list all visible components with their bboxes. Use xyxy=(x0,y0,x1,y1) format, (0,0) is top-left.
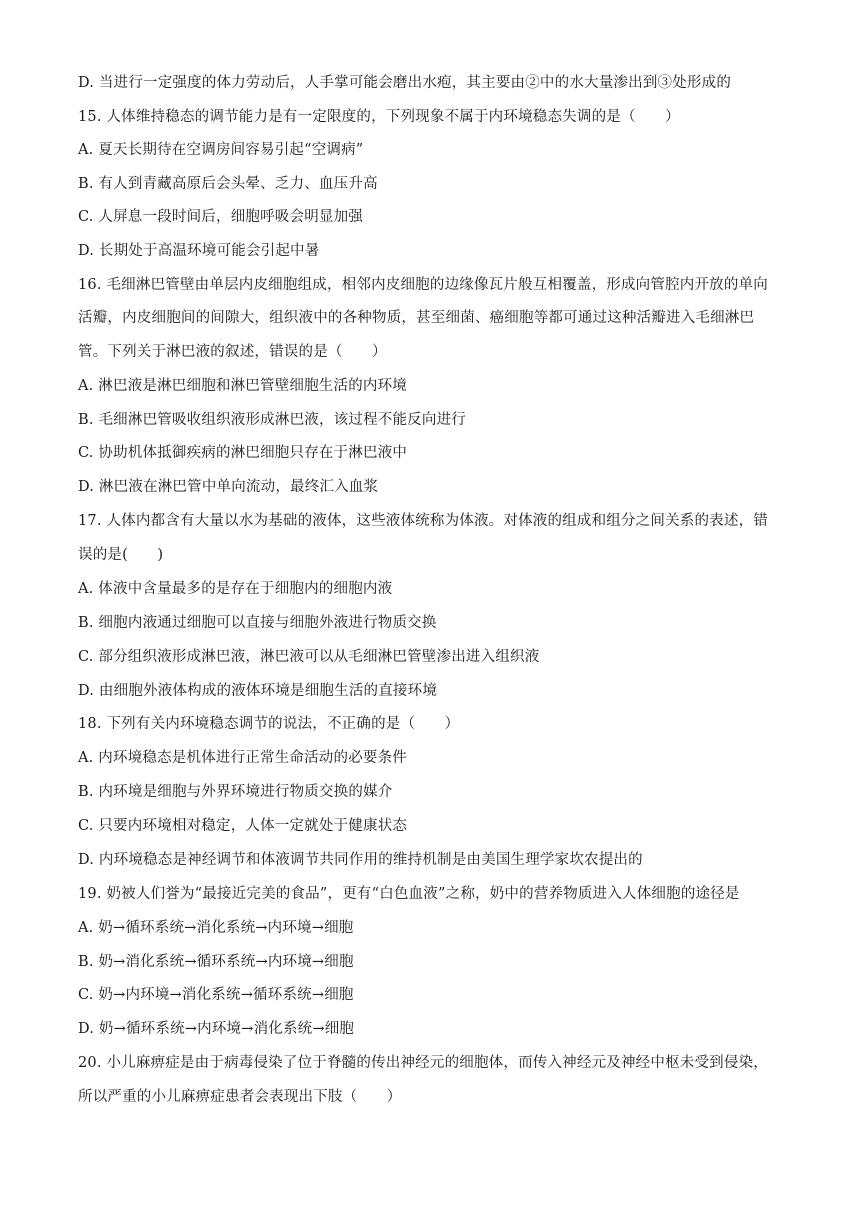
q18-option-c: C. 只要内环境相对稳定，人体一定就处于健康状态 xyxy=(78,818,408,834)
question-18-stem: 18. 下列有关内环境稳态调节的说法，不正确的是（ ） xyxy=(78,716,460,732)
q16-option-a: A. 淋巴液是淋巴细胞和淋巴管壁细胞生活的内环境 xyxy=(78,378,407,394)
q15-option-d: D. 长期处于高温环境可能会引起中暑 xyxy=(78,243,320,259)
question-15-stem: 15. 人体维持稳态的调节能力是有一定限度的，下列现象不属于内环境稳态失调的是（ ） xyxy=(78,109,680,125)
q19-option-c: C. 奶→内环境→消化系统→循环系统→细胞 xyxy=(78,987,354,1003)
q16-option-c: C. 协助机体抵御疾病的淋巴细胞只存在于淋巴液中 xyxy=(78,445,408,461)
q19-option-b: B. 奶→消化系统→循环系统→内环境→细胞 xyxy=(78,954,354,970)
q16-option-d: D. 淋巴液在淋巴管中单向流动，最终汇入血浆 xyxy=(78,479,379,495)
question-20-stem-line-1: 20. 小儿麻痹症是由于病毒侵染了位于脊髓的传出神经元的细胞体，而传入神经元及神经中枢未受到侵染， xyxy=(78,1055,768,1071)
question-20-stem-line-2: 所以严重的小儿麻痹症患者会表现出下肢（ ） xyxy=(78,1089,402,1105)
q15-option-b: B. 有人到青藏高原后会头晕、乏力、血压升高 xyxy=(78,176,378,192)
question-16-stem-line-3: 管。下列关于淋巴液的叙述，错误的是（ ） xyxy=(78,344,387,360)
question-17-stem-line-1: 17. 人体内都含有大量以水为基础的液体，这些液体统称为体液。对体液的组成和组分之间关系的表述，错 xyxy=(78,513,768,529)
q17-option-a: A. 体液中含量最多的是存在于细胞内的细胞内液 xyxy=(78,581,393,597)
question-17-stem-line-2: 误的是( ) xyxy=(78,547,164,563)
q15-option-a: A. 夏天长期待在空调房间容易引起“空调病” xyxy=(78,142,364,158)
question-16-stem-line-2: 活瓣，内皮细胞间的间隙大，组织液中的各种物质，甚至细菌、癌细胞等都可通过这种活瓣进入毛细淋巴 xyxy=(78,310,755,326)
q15-option-c: C. 人屏息一段时间后，细胞呼吸会明显加强 xyxy=(78,209,363,225)
question-16-stem-line-1: 16. 毛细淋巴管壁由单层内皮细胞组成，相邻内皮细胞的边缘像瓦片般互相覆盖，形成向管腔内开放的单向 xyxy=(78,277,768,293)
q19-option-a: A. 奶→循环系统→消化系统→内环境→细胞 xyxy=(78,920,354,936)
q18-option-b: B. 内环境是细胞与外界环境进行物质交换的媒介 xyxy=(78,784,393,800)
q17-option-b: B. 细胞内液通过细胞可以直接与细胞外液进行物质交换 xyxy=(78,615,437,631)
question-19-stem: 19. 奶被人们誉为“最接近完美的食品”，更有“白色血液”之称，奶中的营养物质进入人体细胞的途径是 xyxy=(78,886,740,902)
q14-option-d: D. 当进行一定强度的体力劳动后，人手掌可能会磨出水疱，其主要由②中的水大量渗出到③处形成的 xyxy=(78,75,732,91)
q16-option-b: B. 毛细淋巴管吸收组织液形成淋巴液，该过程不能反向进行 xyxy=(78,412,466,428)
q18-option-a: A. 内环境稳态是机体进行正常生命活动的必要条件 xyxy=(78,750,407,766)
q18-option-d: D. 内环境稳态是神经调节和体液调节共同作用的维持机制是由美国生理学家坎农提出的 xyxy=(78,852,643,868)
q17-option-c: C. 部分组织液形成淋巴液，淋巴液可以从毛细淋巴管壁渗出进入组织液 xyxy=(78,649,540,665)
q17-option-d: D. 由细胞外液体构成的液体环境是细胞生活的直接环境 xyxy=(78,683,438,699)
q19-option-d: D. 奶→循环系统→内环境→消化系统→细胞 xyxy=(78,1021,355,1037)
